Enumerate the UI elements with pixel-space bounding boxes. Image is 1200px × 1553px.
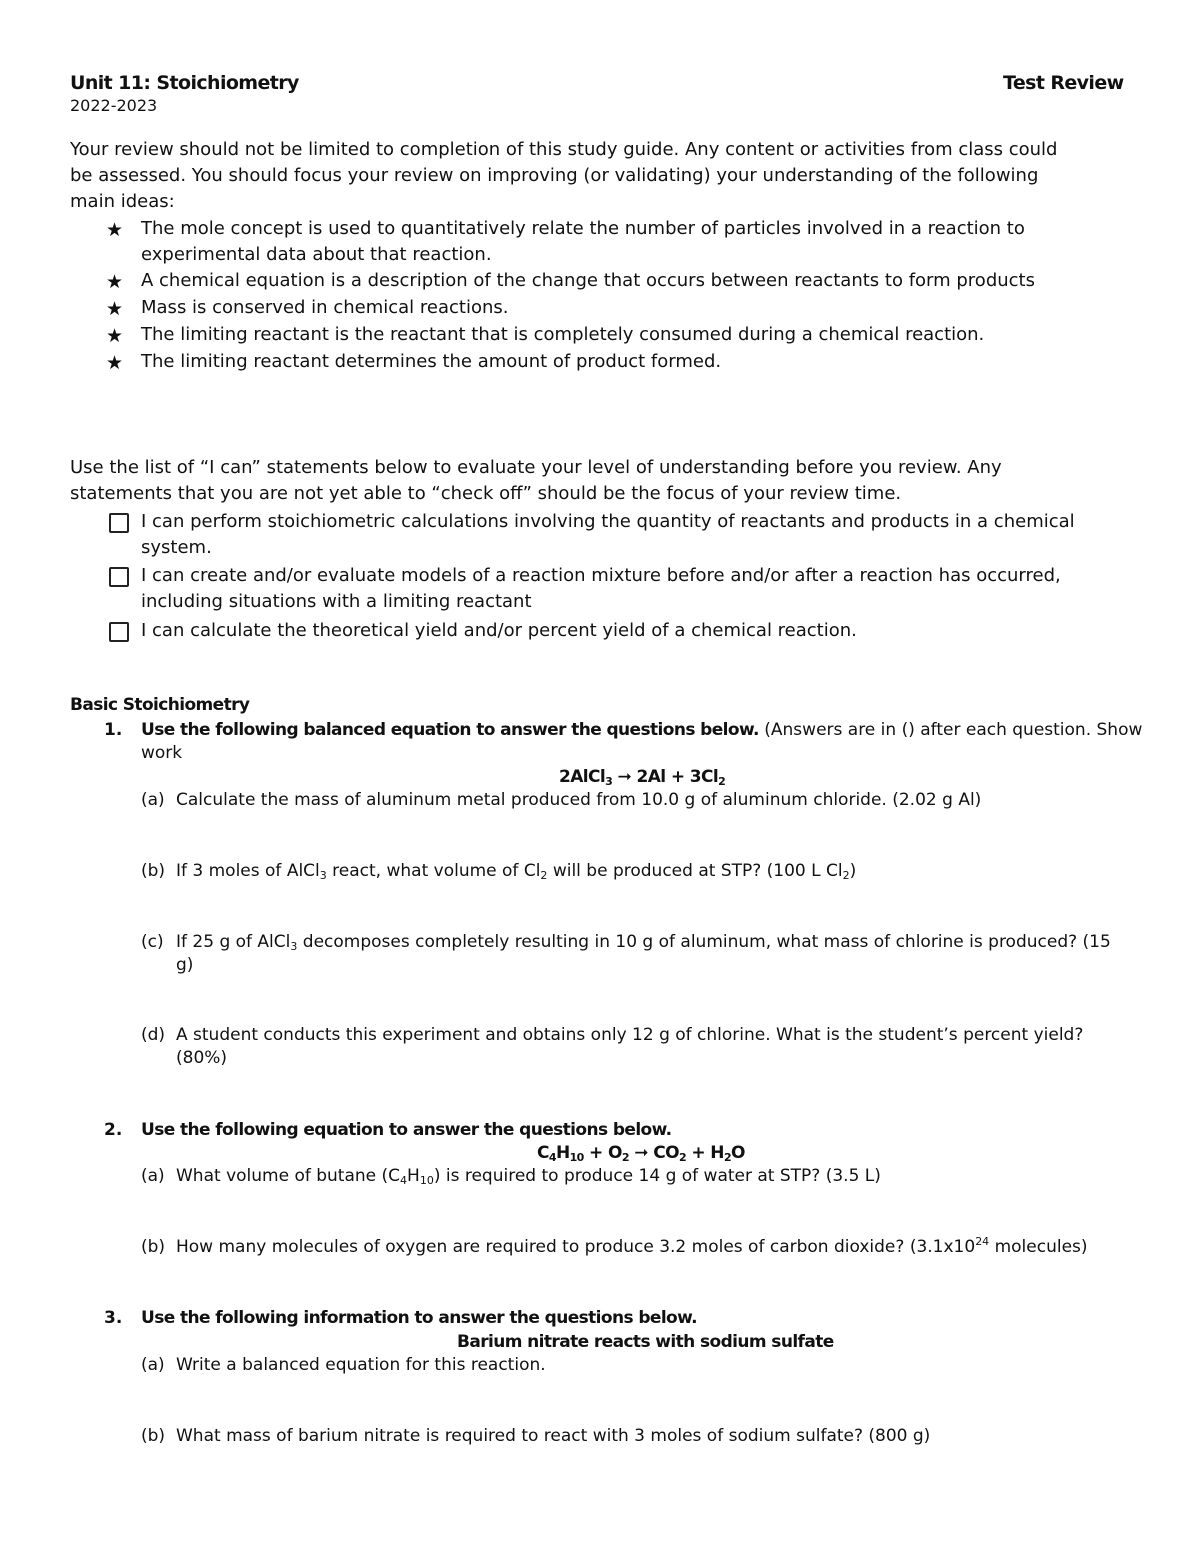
question-number: 1. [104, 720, 123, 740]
subquestion-label: (c) [141, 932, 164, 952]
page-title: Unit 11: Stoichiometry [70, 72, 299, 94]
star-bullet-icon: ★ [106, 352, 124, 374]
subquestion-label: (d) [141, 1025, 166, 1045]
ican-item: I can calculate the theoretical yield and/or percent yield of a chemical reaction. [141, 620, 857, 641]
checkbox[interactable] [109, 513, 129, 533]
subquestion-label: (b) [141, 861, 166, 881]
subquestion-label: (b) [141, 1426, 166, 1446]
idea-item-continued: experimental data about that reaction. [141, 244, 492, 265]
subquestion-text: If 3 moles of AlCl$_3$ react, what volume of $Cl_2$ will be produced at STP? (100 L $Cl_2$) [176, 861, 857, 882]
idea-item: Mass is conserved in chemical reactions. [141, 297, 509, 318]
subquestion-text: What volume of butane $(C_4H_{10})$ is required to produce 14 g of water at STP? (3.5 L) [176, 1166, 881, 1187]
chemical-equation: $C_4H_{10} + O_2$ ➞ $CO_2 + H_2O$ [537, 1143, 745, 1164]
intro-line-2: be assessed. You should focus your review on improving (or validating) your understanding of the following [70, 165, 1039, 186]
chemical-equation: 2AlCl$_3$ ➞ $2Al + 3Cl_2$ [559, 767, 726, 788]
intro-line-3: main ideas: [70, 191, 175, 212]
header-right-label: Test Review [1003, 72, 1124, 94]
star-bullet-icon: ★ [106, 271, 124, 293]
question-note-continued: work [141, 743, 183, 763]
subquestion-label: (a) [141, 1355, 165, 1375]
idea-item: The mole concept is used to quantitatively relate the number of particles involved in a reaction to [141, 218, 1025, 239]
subquestion-text-continued: g) [176, 955, 194, 975]
subquestion-text: What mass of barium nitrate is required to react with 3 moles of sodium sulfate? (800 g) [176, 1426, 931, 1446]
star-bullet-icon: ★ [106, 325, 124, 347]
reaction-description: Barium nitrate reacts with sodium sulfate [457, 1332, 834, 1352]
ican-item-continued: system. [141, 537, 212, 558]
ican-item-continued: including situations with a limiting reactant [141, 591, 532, 612]
subquestion-text: Write a balanced equation for this reaction. [176, 1355, 546, 1375]
subquestion-label: (a) [141, 790, 165, 810]
idea-item: A chemical equation is a description of the change that occurs between reactants to form products [141, 270, 1035, 291]
question-number: 2. [104, 1120, 123, 1140]
star-bullet-icon: ★ [106, 298, 124, 320]
idea-item: The limiting reactant determines the amount of product formed. [141, 351, 722, 372]
intro-line-1: Your review should not be limited to completion of this study guide. Any content or activities from class could [70, 139, 1058, 160]
ican-item: I can create and/or evaluate models of a reaction mixture before and/or after a reaction has occurred, [141, 565, 1061, 586]
checkbox[interactable] [109, 622, 129, 642]
subquestion-label: (a) [141, 1166, 165, 1186]
reaction-arrow-icon: ➞ [617, 767, 632, 787]
subquestion-text: If 25 g of AlCl$_3$ decomposes completely resulting in 10 g of aluminum, what mass of chlorine is produced? (15 [176, 932, 1111, 953]
idea-item: The limiting reactant is the reactant that is completely consumed during a chemical reaction. [141, 324, 985, 345]
question-number: 3. [104, 1308, 123, 1328]
star-bullet-icon: ★ [106, 219, 124, 241]
subquestion-text: A student conducts this experiment and obtains only 12 g of chlorine. What is the student’s percent yield? [176, 1025, 1084, 1045]
checkbox[interactable] [109, 567, 129, 587]
question-prompt: Use the following balanced equation to answer the questions below. [141, 720, 759, 740]
ican-intro-line-2: statements that you are not yet able to “check off” should be the focus of your review time. [70, 483, 902, 504]
ican-item: I can perform stoichiometric calculations involving the quantity of reactants and products in a chemical [141, 511, 1075, 532]
question-prompt: Use the following equation to answer the questions below. [141, 1120, 672, 1140]
subquestion-text: Calculate the mass of aluminum metal produced from 10.0 g of aluminum chloride. (2.02 g Al) [176, 790, 982, 810]
question-note: (Answers are in () after each question. Show [764, 720, 1143, 740]
question-prompt: Use the following information to answer the questions below. [141, 1308, 698, 1328]
subquestion-label: (b) [141, 1237, 166, 1257]
subquestion-text: How many molecules of oxygen are required to produce 3.2 moles of carbon dioxide? ($3.1x10^{24}$ molecules) [176, 1235, 1088, 1257]
reaction-arrow-icon: ➞ [634, 1143, 648, 1163]
ican-intro-line-1: Use the list of “I can” statements below to evaluate your level of understanding before you review. Any [70, 457, 1002, 478]
subquestion-text-continued: (80%) [176, 1048, 228, 1068]
section-title: Basic Stoichiometry [70, 695, 250, 715]
school-year: 2022-2023 [70, 96, 158, 115]
